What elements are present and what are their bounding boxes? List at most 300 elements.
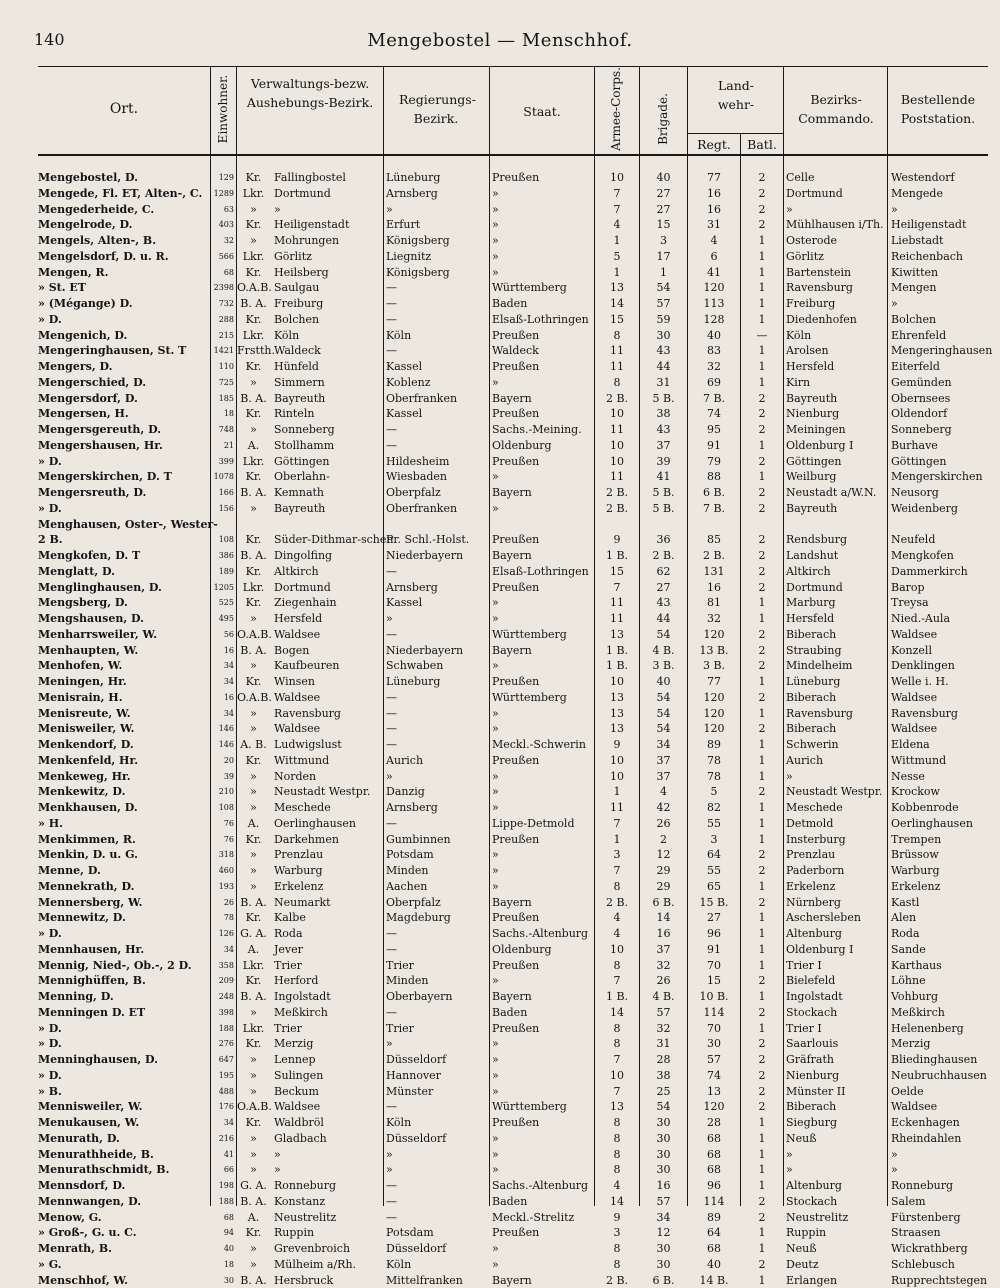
table-row [38, 1084, 988, 1100]
post-station: Schlebusch [889, 1257, 990, 1273]
brigade: 6 B. [640, 895, 687, 911]
brigade: 40 [640, 674, 687, 690]
header-ort: Ort. [38, 100, 210, 119]
population: 193 [210, 879, 234, 895]
place-name: Mennewitz, D. [38, 910, 210, 926]
population: 176 [210, 1099, 234, 1115]
brigade: 37 [640, 753, 687, 769]
admin-district: Simmern [272, 375, 384, 391]
gov-district: — [384, 280, 490, 296]
table-row [38, 1052, 988, 1068]
brigade: 31 [640, 1036, 687, 1052]
landwehr-regt: 15 [688, 973, 740, 989]
brigade: 37 [640, 942, 687, 958]
post-station: Barop [889, 580, 990, 596]
district-command: Köln [784, 328, 890, 344]
landwehr-regt: 30 [688, 1036, 740, 1052]
district-command: » [784, 1147, 890, 1163]
brigade: 54 [640, 627, 687, 643]
table-row [38, 233, 988, 249]
landwehr-batl: 1 [741, 595, 783, 611]
gov-district: Oberbayern [384, 989, 490, 1005]
army-corps: 4 [595, 910, 639, 926]
gov-district: — [384, 690, 490, 706]
gov-district: Kassel [384, 359, 490, 375]
population: 78 [210, 910, 234, 926]
brigade: 44 [640, 611, 687, 627]
brigade: 30 [640, 1257, 687, 1273]
post-station: Neusorg [889, 485, 990, 501]
landwehr-regt: 70 [688, 1021, 740, 1037]
gov-district: — [384, 438, 490, 454]
landwehr-batl: 1 [741, 249, 783, 265]
admin-district: Kaufbeuren [272, 658, 384, 674]
landwehr-regt: 79 [688, 454, 740, 470]
district-command: Schwerin [784, 737, 890, 753]
place-name: Menhaupten, W. [38, 643, 210, 659]
brigade: 43 [640, 595, 687, 611]
population: 403 [210, 217, 234, 233]
army-corps: 13 [595, 280, 639, 296]
landwehr-batl: 1 [741, 674, 783, 690]
district-command: Landshut [784, 548, 890, 564]
place-name: Mennsdorf, D. [38, 1178, 210, 1194]
admin-type: B. A. [237, 895, 270, 911]
brigade: 62 [640, 564, 687, 580]
admin-district: Hersfeld [272, 611, 384, 627]
population: 732 [210, 296, 234, 312]
population: 156 [210, 501, 234, 517]
table-row [38, 422, 988, 438]
brigade: 1 [640, 265, 687, 281]
admin-district: Kalbe [272, 910, 384, 926]
army-corps: 10 [595, 674, 639, 690]
state: » [490, 1068, 596, 1084]
district-command: Marburg [784, 595, 890, 611]
army-corps: 10 [595, 942, 639, 958]
admin-type: Kr. [237, 973, 270, 989]
post-station: Vohburg [889, 989, 990, 1005]
population: 525 [210, 595, 234, 611]
gov-district: Köln [384, 1257, 490, 1273]
admin-type: A. B. [237, 737, 270, 753]
header-batl: Batl. [741, 135, 783, 154]
state: Meckl.-Schwerin [490, 737, 596, 753]
table-row [38, 989, 988, 1005]
state: Preußen [490, 328, 596, 344]
district-command: Insterburg [784, 832, 890, 848]
district-command: Neustrelitz [784, 1210, 890, 1226]
table-row [38, 895, 988, 911]
state: Bayern [490, 1273, 596, 1288]
brigade: 12 [640, 847, 687, 863]
table-row [38, 406, 988, 422]
district-command: Ravensburg [784, 280, 890, 296]
population: 188 [210, 1021, 234, 1037]
table-row [38, 296, 988, 312]
post-station: Waldsee [889, 627, 990, 643]
gov-district: Niederbayern [384, 643, 490, 659]
district-command: Straubing [784, 643, 890, 659]
army-corps: 10 [595, 406, 639, 422]
table-row [38, 170, 988, 186]
place-name: Menurath, D. [38, 1131, 210, 1147]
landwehr-regt: 120 [688, 1099, 740, 1115]
landwehr-batl: 1 [741, 706, 783, 722]
population: 209 [210, 973, 234, 989]
admin-type: A. [237, 942, 270, 958]
table-row [38, 800, 988, 816]
army-corps: 15 [595, 564, 639, 580]
post-station: Bliedinghausen [889, 1052, 990, 1068]
district-command: Ingolstadt [784, 989, 890, 1005]
table-row [38, 910, 988, 926]
population: 2398 [210, 280, 234, 296]
place-name: Menrath, B. [38, 1241, 210, 1257]
admin-type: Lkr. [237, 580, 270, 596]
landwehr-regt: 120 [688, 280, 740, 296]
brigade: 26 [640, 973, 687, 989]
district-command: Trier I [784, 1021, 890, 1037]
brigade: 43 [640, 422, 687, 438]
landwehr-regt: 64 [688, 1225, 740, 1241]
admin-type: O.A.B. [237, 1099, 270, 1115]
army-corps: 14 [595, 1194, 639, 1210]
landwehr-batl: 2 [741, 217, 783, 233]
landwehr-batl: 1 [741, 958, 783, 974]
population: 108 [210, 800, 234, 816]
army-corps: 11 [595, 422, 639, 438]
gov-district: Wiesbaden [384, 469, 490, 485]
post-station: Gemünden [889, 375, 990, 391]
brigade: 15 [640, 217, 687, 233]
landwehr-batl: 2 [741, 973, 783, 989]
district-command: Neustadt Westpr. [784, 784, 890, 800]
admin-type: Lkr. [237, 249, 270, 265]
district-command: Aurich [784, 753, 890, 769]
state: Preußen [490, 832, 596, 848]
state: Bayern [490, 391, 596, 407]
gov-district: — [384, 721, 490, 737]
post-station: Alen [889, 910, 990, 926]
district-command: Neustadt a/W.N. [784, 485, 890, 501]
landwehr-batl: 1 [741, 312, 783, 328]
population: 647 [210, 1052, 234, 1068]
place-name: » H. [38, 816, 210, 832]
landwehr-regt: 120 [688, 690, 740, 706]
landwehr-regt: 128 [688, 312, 740, 328]
admin-district: Lennep [272, 1052, 384, 1068]
admin-type: O.A.B. [237, 280, 270, 296]
brigade: 30 [640, 1115, 687, 1131]
district-command: Rendsburg [784, 532, 890, 548]
population: 41 [210, 1147, 234, 1163]
army-corps: 1 B. [595, 989, 639, 1005]
admin-district: Oerlinghausen [272, 816, 384, 832]
post-station: Mengerskirchen [889, 469, 990, 485]
admin-type: » [237, 202, 270, 218]
landwehr-regt: 96 [688, 1178, 740, 1194]
admin-district: Göttingen [272, 454, 384, 470]
population: 1078 [210, 469, 234, 485]
population: 399 [210, 454, 234, 470]
table-row [38, 501, 988, 517]
table-row [38, 438, 988, 454]
brigade: 30 [640, 1147, 687, 1163]
post-station: Trempen [889, 832, 990, 848]
table-row [38, 328, 988, 344]
state: » [490, 769, 596, 785]
population: 18 [210, 1257, 234, 1273]
landwehr-batl: 2 [741, 202, 783, 218]
gov-district: Trier [384, 958, 490, 974]
brigade: 2 [640, 832, 687, 848]
post-station: Oerlinghausen [889, 816, 990, 832]
place-name: Mennersberg, W. [38, 895, 210, 911]
landwehr-batl: 1 [741, 611, 783, 627]
district-command: Saarlouis [784, 1036, 890, 1052]
post-station: Treysa [889, 595, 990, 611]
landwehr-batl: 2 [741, 186, 783, 202]
admin-type: » [237, 879, 270, 895]
population: 34 [210, 1115, 234, 1131]
population: 16 [210, 690, 234, 706]
landwehr-batl: 2 [741, 548, 783, 564]
brigade: 4 B. [640, 989, 687, 1005]
table-row [38, 1273, 988, 1288]
landwehr-batl: 2 [741, 1210, 783, 1226]
population: 358 [210, 958, 234, 974]
admin-district: Waldsee [272, 627, 384, 643]
brigade: 16 [640, 1178, 687, 1194]
landwehr-regt: 68 [688, 1147, 740, 1163]
admin-district: Stollhamm [272, 438, 384, 454]
table-row [38, 643, 988, 659]
landwehr-regt: 31 [688, 217, 740, 233]
gov-district: Magdeburg [384, 910, 490, 926]
landwehr-regt: 16 [688, 580, 740, 596]
population: 126 [210, 926, 234, 942]
brigade: 54 [640, 721, 687, 737]
landwehr-batl: 1 [741, 359, 783, 375]
state: Elsaß-Lothringen [490, 564, 596, 580]
brigade: 12 [640, 1225, 687, 1241]
place-name: Menne, D. [38, 863, 210, 879]
brigade: 4 [640, 784, 687, 800]
army-corps: 2 B. [595, 391, 639, 407]
district-command: Görlitz [784, 249, 890, 265]
army-corps: 11 [595, 595, 639, 611]
district-command: Gräfrath [784, 1052, 890, 1068]
army-corps: 1 B. [595, 548, 639, 564]
landwehr-regt: 88 [688, 469, 740, 485]
landwehr-batl: 2 [741, 1052, 783, 1068]
table-row [38, 532, 988, 548]
admin-type: Kr. [237, 564, 270, 580]
place-name: Mennighüffen, B. [38, 973, 210, 989]
gov-district: Arnsberg [384, 580, 490, 596]
table-row [38, 1147, 988, 1163]
landwehr-batl: 1 [741, 280, 783, 296]
landwehr-batl: 1 [741, 879, 783, 895]
admin-district: Prenzlau [272, 847, 384, 863]
army-corps: 13 [595, 721, 639, 737]
place-name: Mengebostel, D. [38, 170, 210, 186]
header-bottom-rule [38, 154, 988, 156]
state: Bayern [490, 548, 596, 564]
page-title: Mengebostel — Menschhof. [0, 30, 1000, 51]
brigade: 30 [640, 1241, 687, 1257]
table-row [38, 1036, 988, 1052]
landwehr-regt: 96 [688, 926, 740, 942]
landwehr-regt: 3 [688, 832, 740, 848]
gov-district: » [384, 1162, 490, 1178]
place-name: Mengerschied, D. [38, 375, 210, 391]
landwehr-batl: — [741, 328, 783, 344]
district-command: Bielefeld [784, 973, 890, 989]
state: Preußen [490, 406, 596, 422]
post-station: Löhne [889, 973, 990, 989]
admin-district: Waldsee [272, 1099, 384, 1115]
header-einwohner: Einwohner. [216, 69, 230, 149]
admin-type: Lkr. [237, 328, 270, 344]
landwehr-batl: 1 [741, 832, 783, 848]
landwehr-batl: 1 [741, 265, 783, 281]
post-station: Fürstenberg [889, 1210, 990, 1226]
landwehr-regt: 114 [688, 1194, 740, 1210]
army-corps: 2 B. [595, 1273, 639, 1288]
landwehr-regt: 5 [688, 784, 740, 800]
brigade: 29 [640, 863, 687, 879]
place-name: Menkenfeld, Hr. [38, 753, 210, 769]
post-station: Eckenhagen [889, 1115, 990, 1131]
state: » [490, 1147, 596, 1163]
admin-district: Trier [272, 958, 384, 974]
landwehr-batl: 2 [741, 784, 783, 800]
header-armee-corps: Armee-Corps. [609, 65, 623, 153]
state: » [490, 375, 596, 391]
landwehr-regt: 120 [688, 721, 740, 737]
army-corps: 3 [595, 847, 639, 863]
post-station: Mengkofen [889, 548, 990, 564]
admin-district: Saulgau [272, 280, 384, 296]
place-name: Mengerskirchen, D. T [38, 469, 210, 485]
state: » [490, 847, 596, 863]
admin-type: Lkr. [237, 186, 270, 202]
header-regierung: Regierungs-Bezirk. [399, 90, 473, 128]
place-name: Mengederheide, C. [38, 202, 210, 218]
place-name: Meningen, Hr. [38, 674, 210, 690]
post-station: Kobbenrode [889, 800, 990, 816]
brigade: 54 [640, 280, 687, 296]
admin-type: B. A. [237, 643, 270, 659]
gov-district: Arnsberg [384, 800, 490, 816]
district-command: Hersfeld [784, 359, 890, 375]
population: 210 [210, 784, 234, 800]
landwehr-regt: 65 [688, 879, 740, 895]
admin-district: Merzig [272, 1036, 384, 1052]
table-row [38, 674, 988, 690]
district-command: Neuß [784, 1241, 890, 1257]
state: Baden [490, 296, 596, 312]
state: Preußen [490, 1115, 596, 1131]
brigade: 57 [640, 1005, 687, 1021]
gov-district: — [384, 1005, 490, 1021]
table-row [38, 1194, 988, 1210]
post-station: Meßkirch [889, 1005, 990, 1021]
gov-district: Oberpfalz [384, 485, 490, 501]
post-station: Nied.-Aula [889, 611, 990, 627]
landwehr-batl: 2 [741, 580, 783, 596]
army-corps: 7 [595, 1084, 639, 1100]
admin-district: Waldbröl [272, 1115, 384, 1131]
gov-district: Königsberg [384, 233, 490, 249]
table-row [38, 548, 988, 564]
brigade: 40 [640, 170, 687, 186]
table-row [38, 186, 988, 202]
place-name: » St. ET [38, 280, 210, 296]
population: 216 [210, 1131, 234, 1147]
population: 566 [210, 249, 234, 265]
district-command: Biberach [784, 627, 890, 643]
state: Oldenburg [490, 942, 596, 958]
landwehr-regt: 40 [688, 328, 740, 344]
population: 21 [210, 438, 234, 454]
state: Württemberg [490, 627, 596, 643]
gov-district: Köln [384, 1115, 490, 1131]
district-command: Deutz [784, 1257, 890, 1273]
post-station: Merzig [889, 1036, 990, 1052]
gov-district: Gumbinnen [384, 832, 490, 848]
population: 188 [210, 1194, 234, 1210]
army-corps: 8 [595, 1036, 639, 1052]
landwehr-batl: 2 [741, 1068, 783, 1084]
brigade: 27 [640, 186, 687, 202]
brigade: 34 [640, 1210, 687, 1226]
landwehr-batl: 1 [741, 769, 783, 785]
admin-type: Kr. [237, 1036, 270, 1052]
admin-district: Köln [272, 328, 384, 344]
gov-district: — [384, 422, 490, 438]
district-command: Oldenburg I [784, 438, 890, 454]
table-row [38, 627, 988, 643]
landwehr-regt: 114 [688, 1005, 740, 1021]
table-row [38, 1241, 988, 1257]
admin-type: B. A. [237, 296, 270, 312]
brigade: 57 [640, 1194, 687, 1210]
gov-district: Münster [384, 1084, 490, 1100]
state: » [490, 706, 596, 722]
population: 34 [210, 674, 234, 690]
state: Elsaß-Lothringen [490, 312, 596, 328]
landwehr-regt: 10 B. [688, 989, 740, 1005]
state: » [490, 784, 596, 800]
brigade: 54 [640, 690, 687, 706]
state: Bayern [490, 485, 596, 501]
table-row [38, 485, 988, 501]
admin-type: Kr. [237, 217, 270, 233]
place-name: Menkendorf, D. [38, 737, 210, 753]
admin-district: Gladbach [272, 1131, 384, 1147]
admin-type: Kr. [237, 406, 270, 422]
army-corps: 10 [595, 454, 639, 470]
post-station: » [889, 296, 990, 312]
population: 110 [210, 359, 234, 375]
table-row [38, 1131, 988, 1147]
landwehr-batl: 2 [741, 721, 783, 737]
post-station: Wickrathberg [889, 1241, 990, 1257]
table-row [38, 580, 988, 596]
